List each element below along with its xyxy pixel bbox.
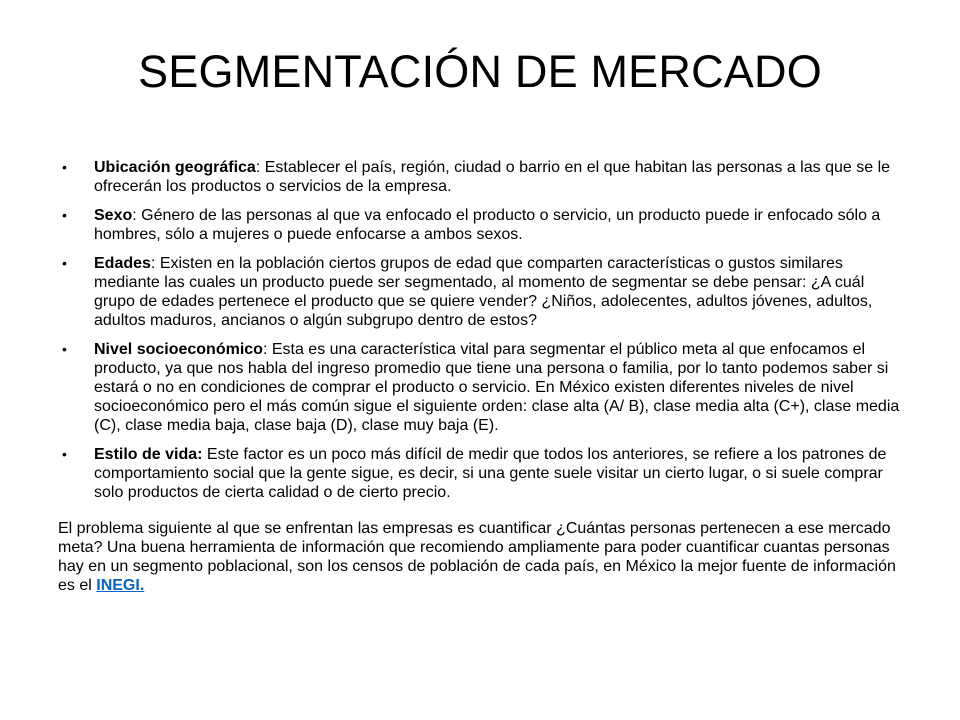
bullet-text: Establecer el país, región, ciudad o barrio en el que habitan las personas a las que se le ofrecerán los productos o servicios de la empresa. <box>94 159 891 195</box>
bullet-icon: • <box>62 446 67 462</box>
bullet-term: Nivel socioeconómico <box>94 341 263 358</box>
bullet-separator: : <box>262 341 268 358</box>
bullet-term: Sexo <box>94 207 133 224</box>
bullet-text: Existen en la población ciertos grupos de edad que comparten características o gustos similares mediante las cuales un producto puede ser segmentado, al momento de segmentar se debe pensar: ¿A cuál grupo de edades pertenece el producto que se quiere vender? ¿Niños, adolecentes, adultos jóvenes, adultos, adultos maduros, ancianos o algún subgrupo dentro de estos? <box>94 255 873 329</box>
bullet-text: Esta es una característica vital para segmentar el público meta al que enfocamos el producto, ya que nos habla del ingreso promedio que tiene una persona o familia, por lo tanto podemos saber si estará o no en condiciones de comprar el producto o servicio. En México existen diferentes niveles de nivel socioeconómico pero el más común sigue el siguiente orden: clase alta (A/ B), clase media alta (C+), clase media (C), clase media baja, clase baja (D), clase muy baja (E). <box>94 341 900 434</box>
inegi-link[interactable]: INEGI. <box>96 577 145 594</box>
bullet-icon: • <box>62 159 67 175</box>
slide-title: SEGMENTACIÓN DE MERCADO <box>138 46 822 97</box>
closing-paragraph <box>58 519 908 595</box>
list-item <box>58 445 908 502</box>
bullet-list <box>58 158 908 502</box>
bullet-text: Género de las personas al que va enfocado el producto o servicio, un producto puede ir enfocado sólo a hombres, sólo a mujeres o puede enfocarse a ambos sexos. <box>94 207 881 243</box>
list-item <box>58 206 908 244</box>
bullet-term: Estilo de vida: <box>94 446 203 463</box>
bullet-icon: • <box>62 207 67 223</box>
bullet-separator: : <box>150 255 156 272</box>
list-item <box>58 340 908 435</box>
list-item <box>58 254 908 330</box>
bullet-term: Edades <box>94 255 151 272</box>
bullet-icon: • <box>62 255 67 271</box>
bullet-separator: : <box>255 159 261 176</box>
slide-body <box>58 158 908 611</box>
bullet-term: Ubicación geográfica <box>94 159 256 176</box>
bullet-icon: • <box>62 341 67 357</box>
bullet-text: Este factor es un poco más difícil de medir que todos los anteriores, se refiere a los patrones de comportamiento social que la gente sigue, es decir, si una gente suele visitar un cierto lugar, o si suele comprar solo productos de cierta calidad o de cierto precio. <box>94 446 887 501</box>
bullet-separator: : <box>132 207 137 224</box>
closing-text: El problema siguiente al que se enfrentan las empresas es cuantificar ¿Cuántas personas pertenecen a ese mercado meta? Una buena herramienta de información que recomiendo ampliamente para poder cuantificar cuantas personas hay en un segmento poblacional, son los censos de población de cada país, en México la mejor fuente de información es el <box>58 520 896 594</box>
list-item <box>58 158 908 196</box>
